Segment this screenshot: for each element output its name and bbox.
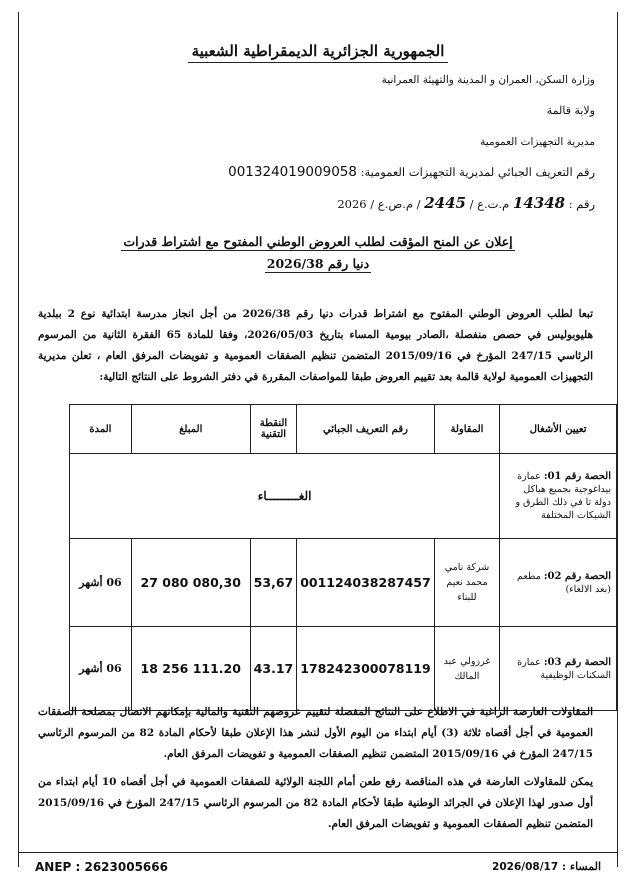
announcement-title-line2: دنيا رقم 2026/38 [266,256,370,271]
appeal-paragraph: يمكن للمقاولات العارضة في هذه المناقصة رفع طعن أمام اللجنة الولائية للصفقات العمومية في أجل أقصاه 10 أيام ابتداء من أول صدور لهذا الإعلان في الجرائد الوطنية طبقا لأحكام المادة 82 من المرسوم الرئاسي 247/15 المؤرخ في 2015/09/16 المتضمن تنظيم الصفقات العمومية و تفويضات المرفق العام. [38,776,594,830]
ref-label: رقم : [568,197,595,211]
lot-title: الحصة رقم 02: [543,570,611,582]
header-tech-score: النقطة التقنية [250,405,297,454]
lot-title: الحصة رقم 01: [543,471,611,482]
duration-cell: 06 أشهر [70,539,132,627]
fiscal-id-label: رقم التعريف الجبائي لمديرية التجهيزات العمومية: [360,165,595,179]
header-duration: المدة [70,405,132,454]
fiscal-id-value: 001324019009058 [228,164,357,180]
fiscal-id-cell: 001124038287457 [297,539,434,627]
cancelled-label: الغـــــــــاء [70,454,500,539]
table-row [70,539,617,627]
table-row [70,454,617,539]
publication-info [492,860,601,873]
newspaper-name: : المساء [562,860,601,873]
ministry-line: وزارة السكن، العمران و المدينة والتهيئة العمرانية [381,74,595,86]
ref-tail: / م.ص.ع / 2026 [337,197,421,211]
table-header-row [70,405,617,454]
directorate-line: مديرية التجهيزات العمومية [480,136,595,148]
ref-handwritten-number-2: 2445 [424,194,466,212]
publication-date: 2026/08/17 [492,861,559,873]
consultation-paragraph: المقاولات العارضة الراغبة في الاطلاع على النتائج المفصلة لتقييم عروضهم التقنية والمالية بإمكانهم الاتصال بمصلحة الصفقات العمومية في أجل أقصاه ثلاثة (3) أيام ابتداء من اليوم الأول لنشر هذا الإعلان طبقا لأحكام المادة 82 من المرسوم الرئاسي 247/15 المؤرخ في 2015/09/16 المتضمن تنظيم الصفقات العمومية و تفويضات المرفق العام. [38,706,593,760]
anep-number: ANEP : 2623005666 [35,860,168,874]
header-fiscal-id: رقم التعريف الجبائي [297,405,434,454]
ref-mid: م.ت.ع / [469,197,510,211]
header-contractor: المقاولة [434,405,500,454]
announcement-title-line1: إعلان عن المنح المؤقت لطلب العروض الوطني المفتوح مع اشتراط قدرات [123,234,513,249]
lot-desc: مطعم (بعد الالغاء) [517,570,611,595]
lot-title: الحصة رقم 03: [543,656,611,668]
header-lots: تعيين الأشغال [500,405,617,454]
results-table [69,404,617,711]
ref-handwritten-number: 14348 [512,194,566,212]
announcement-page [18,12,618,874]
lot-cell [500,454,617,539]
fiscal-id-line [228,164,595,180]
header-amount: المبلغ [131,405,250,454]
amount-cell: 18 256 111.20 [131,627,250,711]
reference-line [337,194,595,212]
contractor-cell: غرزولي عبد المالك [434,627,500,711]
table-row [70,627,617,711]
wilaya-line: ولاية قالمة [546,104,595,117]
lot-cell [500,539,617,627]
duration-cell: 06 أشهر [70,627,132,711]
fiscal-id-cell: 178242300078119 [297,627,434,711]
footer-divider [19,852,617,853]
contractor-cell: شركة نامي محمد نعيم للبناء [434,539,500,627]
tech-score-cell: 43.17 [250,627,297,711]
tech-score-cell: 53,67 [250,539,297,627]
intro-paragraph: تبعا لطلب العروض الوطني المفتوح مع اشتراط قدرات دنيا رقم 2026/38 من أجل انجاز مدرسة ابتدائية نوع 2 ببلدية هليوبوليس في حصص منفصلة ،الصادر بيومية المساء بتاريخ 2026/05/03، وفقا للمادة 65 الفقرة الثانية من المرسوم الرئاسي 247/15 المؤرخ في 2015/09/16 المتضمن تنظيم الصفقات العمومية و تفويضات المرفق العام ، تعلن مديرية التجهيزات العمومية لولاية قالمة بعد تقييم العروض طبقا للمواصفات المقررة في دفتر الشروط على النتائج التالية: [38,308,593,383]
lot-desc: عمارة السكنات الوظيفية [517,656,611,681]
lot-cell [500,627,617,711]
lot-desc: عمارة بيداغوجية بجميع هياكل دولة تا في ذلك الطرق و الشبكات المختلفة [515,471,611,521]
amount-cell: 27 080 080,30 [131,539,250,627]
republic-title: الجمهورية الجزائرية الديمقراطية الشعبية [19,42,617,60]
